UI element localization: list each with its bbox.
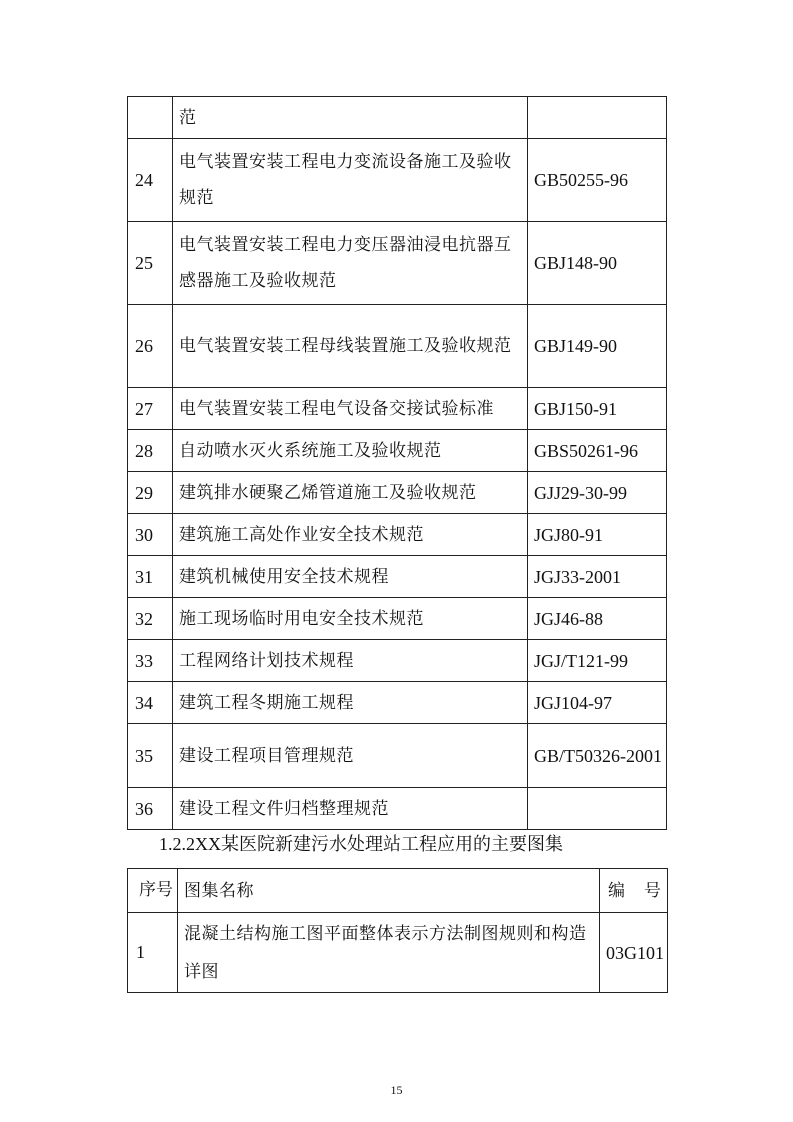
standard-code: GBJ150-91 [528,388,667,430]
row-number: 28 [128,430,173,472]
table-row [128,598,667,640]
table-row [128,430,667,472]
table-row [128,222,667,305]
page-number: 15 [390,1083,403,1097]
standard-name: 建筑工程冬期施工规程 [173,682,528,724]
standard-name: 电气装置安装工程电力变流设备施工及验收规范 [173,139,528,222]
row-number: 36 [128,788,173,830]
table-row [128,305,667,388]
row-number: 27 [128,388,173,430]
table-row [128,556,667,598]
row-number: 24 [128,139,173,222]
table-row [128,472,667,514]
standard-name: 自动喷水灭火系统施工及验收规范 [173,430,528,472]
standard-code: GB/T50326-2001 [528,724,667,788]
standard-name: 建设工程文件归档整理规范 [173,788,528,830]
table-row [128,97,667,139]
row-number: 1 [128,913,178,993]
standard-name: 范 [173,97,528,139]
row-number: 31 [128,556,173,598]
row-number: 25 [128,222,173,305]
section-heading [159,830,563,856]
section-number: 1.2.2XX [159,834,221,854]
row-number: 26 [128,305,173,388]
standard-code: GBJ149-90 [528,305,667,388]
standard-name: 建设工程项目管理规范 [173,724,528,788]
header-code-char-2: 号 [644,880,661,901]
header-atlas-name: 图集名称 [178,869,600,913]
atlas-header-row [128,869,668,913]
table-row [128,514,667,556]
standard-name: 建筑施工高处作业安全技术规范 [173,514,528,556]
section-title: 某医院新建污水处理站工程应用的主要图集 [221,834,563,855]
standard-name: 建筑机械使用安全技术规程 [173,556,528,598]
standard-code [528,97,667,139]
atlas-code: 03G101 [600,913,668,993]
row-number: 35 [128,724,173,788]
row-number: 34 [128,682,173,724]
table-row [128,724,667,788]
standard-name: 电气装置安装工程电气设备交接试验标准 [173,388,528,430]
table-row [128,788,667,830]
atlas-table [127,868,668,993]
standard-name: 电气装置安装工程母线装置施工及验收规范 [173,305,528,388]
standard-code: GBS50261-96 [528,430,667,472]
row-number: 29 [128,472,173,514]
table-row [128,640,667,682]
standard-code: JGJ80-91 [528,514,667,556]
row-number: 33 [128,640,173,682]
header-code-char-1: 编 [608,880,625,901]
header-code [600,869,668,913]
table-row [128,388,667,430]
table-row [128,682,667,724]
standard-name: 施工现场临时用电安全技术规范 [173,598,528,640]
standard-code [528,788,667,830]
standard-name: 工程网络计划技术规程 [173,640,528,682]
row-number: 30 [128,514,173,556]
standard-code: JGJ33-2001 [528,556,667,598]
table-row [128,913,668,993]
standards-table [127,96,667,830]
standard-code: JGJ104-97 [528,682,667,724]
standard-name: 建筑排水硬聚乙烯管道施工及验收规范 [173,472,528,514]
standard-code: GJJ29-30-99 [528,472,667,514]
table-row [128,139,667,222]
row-number: 32 [128,598,173,640]
standard-code: GBJ148-90 [528,222,667,305]
row-number [128,97,173,139]
standard-code: GB50255-96 [528,139,667,222]
standard-code: JGJ46-88 [528,598,667,640]
standard-name: 电气装置安装工程电力变压器油浸电抗器互感器施工及验收规范 [173,222,528,305]
standard-code: JGJ/T121-99 [528,640,667,682]
atlas-name: 混凝土结构施工图平面整体表示方法制图规则和构造详图 [178,913,600,993]
header-serial-number: 序号 [128,869,178,913]
